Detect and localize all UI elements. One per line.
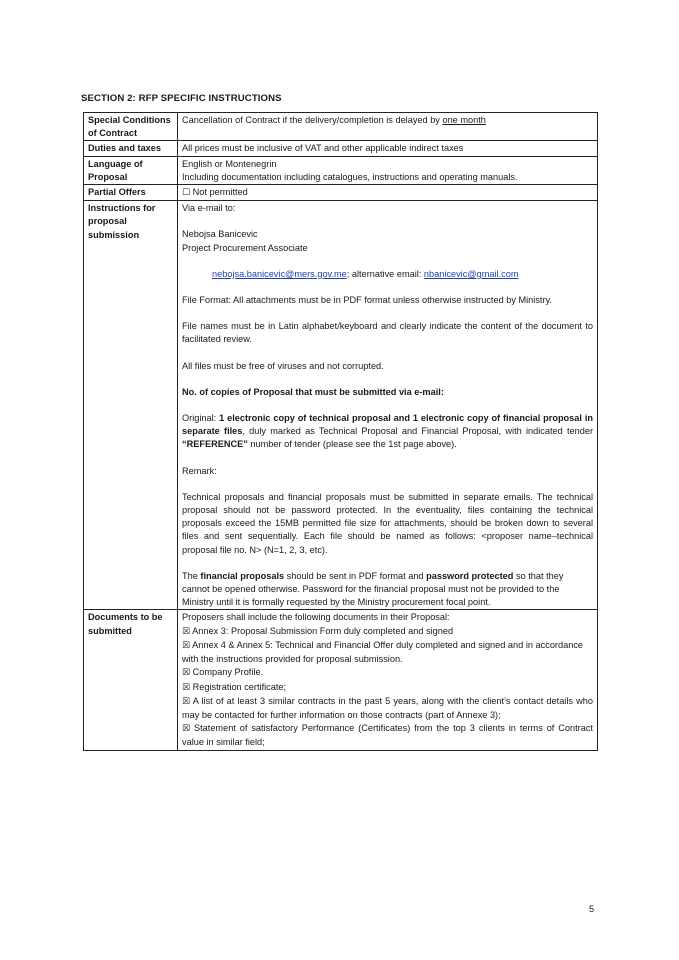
checked-checkbox-icon: ☒ [182, 668, 191, 679]
reference-keyword: “REFERENCE” [182, 439, 248, 450]
checked-checkbox-icon: ☒ [182, 724, 191, 735]
row-value [178, 201, 598, 610]
contact-name: Nebojsa Banicevic [182, 229, 258, 240]
file-names-text: File names must be in Latin alphabet/keyboard and clearly indicate the content of the document to facilitated review. [182, 321, 593, 345]
row-documents-submitted [84, 610, 598, 750]
row-value [178, 113, 598, 141]
fin-suffix: so that they cannot be opened otherwise. Password for the financial proposal must not be provided to the Ministry until it is formally requested by the Ministry procurement focal point. [182, 570, 564, 608]
remark-text: Technical proposals and financial proposals must be submitted in separate emails. The technical proposal should not be password protected. In the eventuality, files containing the technical proposals exceed the 15MB permitted file size for attachments, should be broken down to several files and sent sequentially. Each file should be named as follows: <proposer name–technical proposal file no. N> (N=1, 2, 3, etc). [182, 491, 593, 555]
unchecked-checkbox-icon: ☐ [182, 188, 191, 199]
alternative-email-link[interactable]: nbanicevic@gmail.com [423, 268, 519, 279]
copies-heading: No. of copies of Proposal that must be submitted via e-mail: [182, 386, 444, 397]
row-special-conditions [84, 113, 598, 141]
original-bold: 1 electronic copy of technical proposal and 1 electronic copy of financial proposal in separate files [182, 413, 593, 437]
row-language [84, 156, 598, 184]
document-list-item [182, 722, 593, 749]
virus-text: All files must be free of viruses and not corrupted. [182, 360, 384, 371]
checked-checkbox-icon: ☒ [182, 682, 191, 693]
original-mid: , duly marked as Technical Proposal and Financial Proposal, with indicated tender [242, 426, 594, 437]
original-prefix: Original: [182, 413, 220, 424]
primary-email-link[interactable]: nebojsa.banicevic@mers.gov.me [212, 268, 347, 279]
language-line: English or Montenegrin [182, 158, 277, 169]
fin-prefix: The [182, 570, 201, 581]
row-label: Instructions for proposal submission [84, 201, 178, 610]
row-label: Special Conditions of Contract [84, 113, 178, 141]
document-list-item [182, 695, 593, 722]
document-item-text: Company Profile. [192, 667, 264, 678]
row-value [178, 610, 598, 750]
fin-mid: should be sent in PDF format and [284, 570, 427, 581]
document-list-item [182, 681, 593, 695]
row-value [178, 156, 598, 184]
fin-bold-1: financial proposals [200, 570, 285, 581]
row-instructions-submission [84, 201, 598, 610]
row-label: Duties and taxes [84, 141, 178, 156]
file-format-text: File Format: All attachments must be in PDF format unless otherwise instructed by Ministry. [182, 295, 553, 306]
row-value: All prices must be inclusive of VAT and other applicable indirect taxes [178, 141, 598, 156]
row-label: Language of Proposal [84, 156, 178, 184]
documents-intro: Proposers shall include the following documents in their Proposal: [182, 612, 450, 623]
row-label: Partial Offers [84, 185, 178, 201]
document-item-text: Annex 3: Proposal Submission Form duly completed and signed [192, 625, 454, 636]
document-list-item [182, 625, 593, 639]
page-number: 5 [589, 904, 595, 914]
checked-checkbox-icon: ☒ [182, 626, 191, 637]
document-item-text: Registration certificate; [192, 681, 287, 692]
row-partial-offers [84, 185, 598, 201]
partial-offers-text: Not permitted [192, 187, 248, 198]
section-heading: SECTION 2: RFP SPECIFIC INSTRUCTIONS [81, 93, 282, 104]
fin-bold-2: password protected [426, 570, 514, 581]
original-copies-text [182, 412, 593, 452]
row-duties-taxes [84, 141, 598, 156]
email-line [182, 268, 593, 281]
document-item-text: Statement of satisfactory Performance (Certificates) from the top 3 clients in terms of Contract value in similar field; [182, 723, 593, 748]
rfp-instructions-table [83, 112, 598, 751]
contact-title: Project Procurement Associate [182, 242, 308, 253]
checked-checkbox-icon: ☒ [182, 696, 191, 707]
document-item-text: Annex 4 & Annex 5: Technical and Financial Offer duly completed and signed and in accordance with the instructions provided for proposal submission. [182, 639, 584, 665]
language-documentation-line: Including documentation including catalogues, instructions and operating manuals. [182, 171, 518, 182]
financial-proposal-text [182, 570, 593, 610]
cancellation-text: Cancellation of Contract if the delivery/completion is delayed by [182, 115, 443, 125]
alt-email-label: ; alternative email: [346, 268, 424, 279]
checked-checkbox-icon: ☒ [182, 640, 191, 651]
original-suffix: number of tender (please see the 1st page above). [247, 439, 457, 450]
via-email-text: Via e-mail to: [182, 203, 236, 214]
document-list-item [182, 639, 593, 666]
remark-label: Remark: [182, 465, 217, 476]
row-label: Documents to be submitted [84, 610, 178, 750]
row-value [178, 185, 598, 201]
document-list-item [182, 666, 593, 680]
delay-period: one month [442, 115, 486, 125]
document-item-text: A list of at least 3 similar contracts in the past 5 years, along with the client’s contact details who may be contacted for further information on those contracts (part of Annexe 3); [182, 695, 593, 720]
